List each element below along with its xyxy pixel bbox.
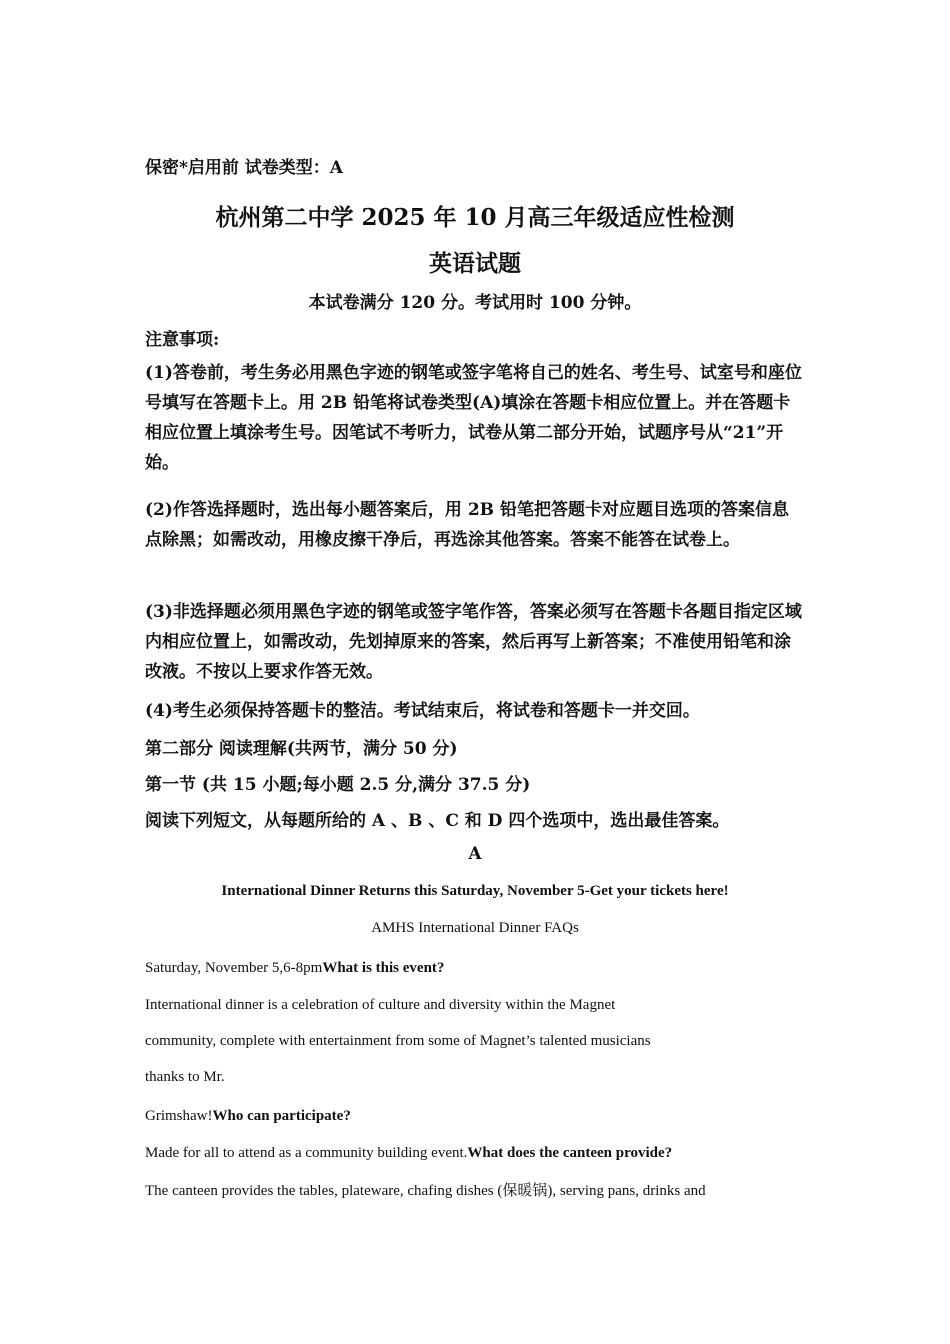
- instruction: 阅读下列短文，从每题所给的 A 、B 、C 和 D 四个选项中，选出最佳答案。: [145, 811, 730, 831]
- exam-subtitle: 英语试题: [429, 250, 521, 277]
- event-date: Saturday, November 5,6-8pm: [145, 960, 323, 976]
- date-line: [145, 957, 800, 977]
- note-item-2: (2)作答选择题时，选出每小题答案后，用 2B 铅笔把答题卡对应题目选项的答案信息点除黑；如需改动，用橡皮擦干净后，再选涂其他答案。答案不能答在试卷上。: [145, 500, 789, 550]
- note-item-1: (1)答卷前，考生务必用黑色字迹的钢笔或签字笔将自己的姓名、考生号、试室号和座位号填写在答题卡上。用 2B 铅笔将试卷类型(A)填涂在答题卡相应位置上。并在答题卡相应位置上填涂考生号。因笔试不考听力，试卷从第二部分开始，试题序号从“21”开始。: [145, 363, 802, 473]
- part-heading: 第二部分 阅读理解(共两节，满分 50 分): [145, 739, 458, 759]
- exam-title: 杭州第二中学 2025 年 10 月高三年级适应性检测: [215, 204, 735, 231]
- passage-headline: International Dinner Returns this Saturday, November 5-Get your tickets here!: [221, 883, 729, 899]
- exam-info: 本试卷满分 120 分。考试用时 100 分钟。: [308, 293, 642, 313]
- answer-1-line-4: Grimshaw!: [145, 1108, 213, 1124]
- faq-question-2: Who can participate?: [212, 1108, 351, 1124]
- note-item-4: (4)考生必须保持答题卡的整洁。考试结束后，将试卷和答题卡一并交回。: [145, 701, 700, 721]
- notes-heading: 注意事项:: [145, 330, 220, 350]
- faq-question-3: What does the canteen provide?: [467, 1145, 673, 1161]
- answer-1-line-1: International dinner is a celebration of culture and diversity within the Magnet: [145, 997, 616, 1013]
- q2-line: [145, 1105, 800, 1125]
- q3-line: [145, 1142, 800, 1162]
- faq-question-1: What is this event?: [322, 960, 445, 976]
- answer-1-line-2: community, complete with entertainment from some of Magnet’s talented musicians: [145, 1033, 651, 1049]
- passage-letter: A: [468, 844, 482, 864]
- answer-3: The canteen provides the tables, plateware, chafing dishes (保暖锅), serving pans, drinks and: [145, 1183, 706, 1199]
- answer-1-line-3: thanks to Mr.: [145, 1069, 225, 1085]
- section-heading: 第一节 (共 15 小题;每小题 2.5 分,满分 37.5 分): [145, 775, 531, 795]
- note-item-3: (3)非选择题必须用黑色字迹的钢笔或签字笔作答，答案必须写在答题卡各题目指定区域内相应位置上，如需改动，先划掉原来的答案，然后再写上新答案；不准使用铅笔和涂改液。不按以上要求作答无效。: [145, 602, 802, 682]
- faq-title: AMHS International Dinner FAQs: [371, 920, 579, 936]
- confidential-label: 保密*启用前 试卷类型：A: [145, 158, 343, 178]
- answer-2: Made for all to attend as a community building event.: [145, 1145, 468, 1161]
